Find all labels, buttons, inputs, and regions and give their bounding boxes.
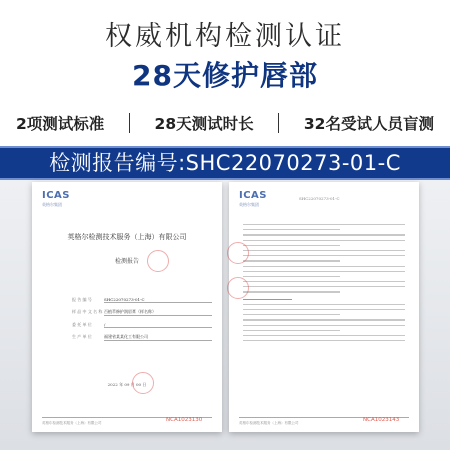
report-ref: SHC22070273-01-C <box>299 196 340 201</box>
report-fields <box>72 297 212 347</box>
report-number-band: 检测报告编号:SHC22070273-01-C <box>0 146 450 180</box>
report-detail-page <box>229 182 419 432</box>
field-row: 报 告 编 号 SHC22070273-01-C <box>72 297 212 303</box>
field-row: 生 产 单 位 福建省某某化工有限公司 <box>72 334 212 341</box>
feature-standards: 2项测试标准 <box>16 115 105 133</box>
seal-stamp <box>227 277 249 299</box>
icas-logo: ICAS 英格尔集团 <box>42 190 71 207</box>
seal-stamp <box>147 250 169 272</box>
report-title: 检测报告 <box>114 258 139 265</box>
feature-duration: 28天测试时长 <box>154 115 254 133</box>
subhead: 28天修护唇部 <box>132 59 318 92</box>
report-date: 2022 年 09 月 00 日 <box>107 382 147 387</box>
report-text-lines <box>243 224 405 345</box>
footer-company: 英格尔检测技术服务（上海）有限公司 <box>239 421 299 425</box>
icas-logo: ICAS 英格尔集团 <box>239 190 268 207</box>
features-row <box>16 110 434 136</box>
feature-divider <box>278 113 279 133</box>
seal-stamp <box>227 242 249 264</box>
field-row: 委 托 单 位 / <box>72 322 212 328</box>
headline: 权威机构检测认证 <box>105 21 345 52</box>
company-name: 英格尔检测技术服务（上海）有限公司 <box>67 233 187 241</box>
feature-divider <box>129 113 130 133</box>
footer-company: 英格尔检测技术服务（上海）有限公司 <box>42 421 102 425</box>
nca-code: NCA1023143 <box>363 417 400 423</box>
feature-testers: 32名受试人员盲测 <box>303 115 434 133</box>
nca-code: NCA1023130 <box>166 417 203 423</box>
field-row: 样 品 中 文 名 称 百植萃修护润唇膏（样名称） <box>72 309 212 316</box>
report-cover-page <box>32 182 222 432</box>
